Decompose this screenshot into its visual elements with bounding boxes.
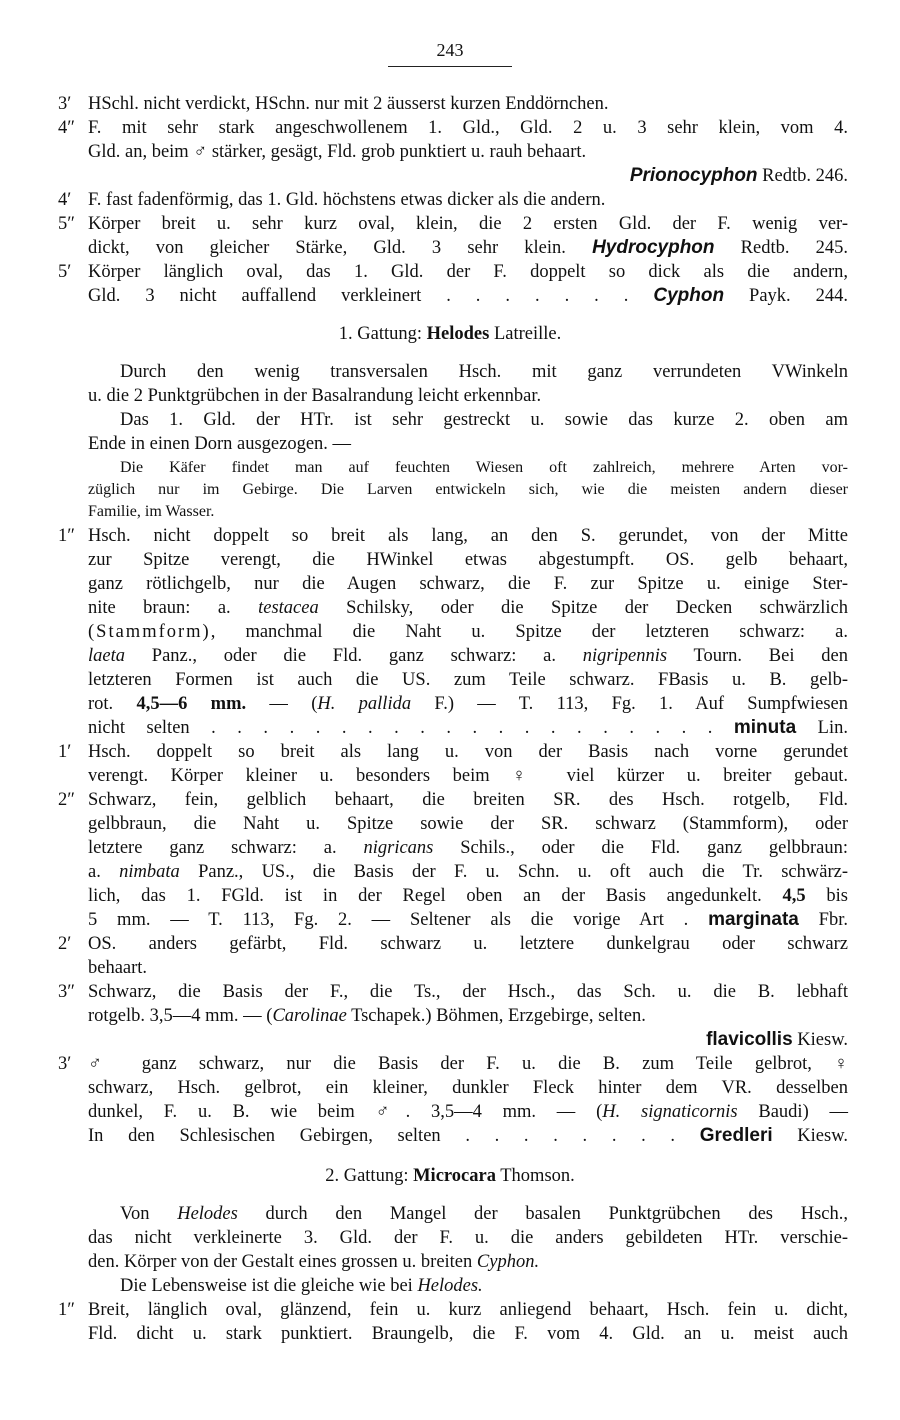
- text-run: Von: [120, 1204, 178, 1224]
- text-line: Hsch. nicht doppelt so breit als lang, an den S. gerundet, von der Mitte: [88, 526, 848, 546]
- text-run: nigripennis: [582, 646, 668, 666]
- text-line: [88, 1004, 848, 1028]
- text-line: [88, 1100, 848, 1124]
- text-run: lich, das 1. FGld. ist in der Regel oben an der Basis angedunkelt.: [88, 886, 783, 906]
- text-line: Körper breit u. sehr kurz oval, klein, die 2 ersten Gld. der F. wenig ver-: [88, 214, 848, 234]
- genus-name: Hydrocyphon: [592, 237, 715, 258]
- text-run: bis: [805, 886, 848, 906]
- text-run: nite braun: a.: [88, 598, 259, 618]
- text-run: letztere ganz schwarz: a.: [88, 838, 364, 858]
- text-run: rot.: [88, 694, 137, 714]
- text-run: Panz., oder die Fld. ganz schwarz: a.: [125, 646, 583, 666]
- couplet-number: 1″: [58, 526, 75, 546]
- text-run: rotgelb. 3,5—4 mm. — (: [88, 1006, 273, 1026]
- text-line: züglich nur im Gebirge. Die Larven entwickeln sich, wie die meisten andern dieser: [88, 481, 848, 498]
- text-line: [88, 1250, 848, 1274]
- text-run: dunkel, F. u. B. wie beim ♂. 3,5—4 mm. — (: [88, 1102, 603, 1122]
- text-line: Schwarz, die Basis der F., die Ts., der Hsch., das Sch. u. die B. lebhaft: [88, 982, 848, 1002]
- text-line: Gld. an, beim ♂ stärker, gesägt, Fld. grob punktiert u. rauh behaart.: [88, 142, 587, 162]
- text-line: behaart.: [88, 958, 148, 978]
- text-line: [88, 620, 848, 644]
- text-run: Panz., US., die Basis der F. u. Schn. u. oft auch die Tr. schwärz-: [179, 862, 848, 882]
- text-run: a.: [88, 862, 120, 882]
- couplet-number: 3′: [58, 1054, 72, 1074]
- text-run: Lin.: [796, 718, 848, 738]
- text-line: [88, 1124, 848, 1148]
- species-name: minuta: [733, 717, 797, 738]
- section-heading: [0, 1164, 900, 1188]
- page-number: 243: [436, 40, 464, 60]
- text-line: u. die 2 Punktgrübchen in der Basalrandung leicht erkennbar.: [88, 386, 542, 406]
- text-run: 2. Gattung:: [325, 1166, 414, 1186]
- text-run: Carolinae: [272, 1006, 347, 1026]
- couplet-number: 2″: [58, 790, 75, 810]
- couplet-number: 2′: [58, 934, 72, 954]
- text-run: , manchmal die Naht u. Spitze der letzteren schwarz: a.: [210, 622, 848, 642]
- couplet-number: 1″: [58, 1300, 75, 1320]
- couplet-number: 4′: [58, 190, 72, 210]
- text-run: F.) — T. 113, Fg. 1. Auf Sumpfwiesen: [411, 694, 848, 714]
- text-line: [88, 692, 848, 716]
- text-run: Helodes: [426, 324, 490, 344]
- text-line: [88, 596, 848, 620]
- text-run: Die Lebensweise ist die gleiche wie bei: [120, 1276, 418, 1296]
- text-run: Payk. 244.: [724, 286, 848, 306]
- text-line: [88, 716, 848, 740]
- couplet-number: 3′: [58, 94, 72, 114]
- text-line: HSchl. nicht verdickt, HSchn. nur mit 2 äusserst kurzen Enddörnchen.: [88, 94, 609, 114]
- text-run: Kiesw.: [772, 1126, 848, 1146]
- text-line: gelbbraun, die Naht u. Spitze sowie der SR. schwarz (Stammform), oder: [88, 814, 848, 834]
- text-line: OS. anders gefärbt, Fld. schwarz u. letztere dunkelgrau oder schwarz: [88, 934, 848, 954]
- text-run: Fbr.: [798, 910, 848, 930]
- text-line: Das 1. Gld. der HTr. ist sehr gestreckt u. sowie das kurze 2. oben am: [120, 410, 848, 430]
- text-run: Helodes.: [417, 1276, 483, 1296]
- species-name: flavicollis: [706, 1029, 793, 1050]
- species-name: marginata: [708, 909, 799, 930]
- couplet-number: 1′: [58, 742, 72, 762]
- text-run: durch den Mangel der basalen Punktgrübchen des Hsch.,: [237, 1204, 848, 1224]
- text-run: Helodes: [177, 1204, 238, 1224]
- text-run: Schilsky, oder die Spitze der Decken schwärzlich: [318, 598, 849, 618]
- text-run: Cyphon.: [476, 1252, 540, 1272]
- text-run: 5 mm. — T. 113, Fg. 2. — Seltener als die vorige Art .: [88, 910, 709, 930]
- text-run: Kiesw.: [792, 1030, 848, 1050]
- text-line: [120, 1202, 848, 1226]
- text-line: Hsch. doppelt so breit als lang u. von der Basis nach vorne gerundet: [88, 742, 848, 762]
- couplet-number: 3″: [58, 982, 75, 1002]
- text-run: Schils., oder die Fld. ganz gelbbraun:: [433, 838, 848, 858]
- genus-name: Prionocyphon: [629, 165, 758, 186]
- couplet-number: 5″: [58, 214, 75, 234]
- text-run: dickt, von gleicher Stärke, Gld. 3 sehr klein.: [88, 238, 593, 258]
- text-run: In den Schlesischen Gebirgen, selten . . . . . . . .: [88, 1126, 700, 1146]
- text-line: Körper länglich oval, das 1. Gld. der F. doppelt so dick als die andern,: [88, 262, 848, 282]
- text-run: testacea: [258, 598, 319, 618]
- text-line: [88, 860, 848, 884]
- text-line: ♂ ganz schwarz, nur die Basis der F. u. die B. zum Teile gelbrot, ♀: [88, 1054, 848, 1074]
- text-run: — (: [246, 694, 318, 714]
- text-run: Baudi) —: [737, 1102, 848, 1122]
- text-run: laeta: [88, 646, 125, 666]
- section-heading: [0, 322, 900, 346]
- text-line: schwarz, Hsch. gelbrot, ein kleiner, dunkler Fleck hinter dem VR. desselben: [88, 1078, 848, 1098]
- couplet-number: 5′: [58, 262, 72, 282]
- text-run: Tschapek.) Böhmen, Erzgebirge, selten.: [346, 1006, 646, 1026]
- text-run: Gld. 3 nicht auffallend verkleinert . . . . . . .: [88, 286, 654, 306]
- text-line: Ende in einen Dorn ausgezogen. —: [88, 434, 352, 454]
- text-run: nigricans: [363, 838, 434, 858]
- text-run: nicht selten . . . . . . . . . . . . . . . . . . . .: [88, 718, 734, 738]
- text-run: Redtb. 246.: [757, 166, 848, 186]
- text-line: Familie, im Wasser.: [88, 503, 215, 520]
- text-line: F. fast fadenförmig, das 1. Gld. höchstens etwas dicker als die andern.: [88, 190, 606, 210]
- text-run: (Stammform): [88, 622, 211, 642]
- text-run: H. pallida: [317, 694, 412, 714]
- text-run: Redtb. 245.: [714, 238, 848, 258]
- text-line: Breit, länglich oval, glänzend, fein u. kurz anliegend behaart, Hsch. fein u. dicht,: [88, 1300, 848, 1320]
- text-run: nimbata: [119, 862, 180, 882]
- text-run: 4,5: [782, 886, 806, 906]
- text-line: ganz rötlichgelb, nur die Augen schwarz, die F. zur Spitze u. einige Ster-: [88, 574, 848, 594]
- text-line: [88, 284, 848, 308]
- text-run: Latreille.: [489, 324, 562, 344]
- text-line: letzteren Formen ist auch die US. zum Teile schwarz. FBasis u. B. gelb-: [88, 670, 848, 690]
- text-line: [88, 836, 848, 860]
- text-run: 1. Gattung:: [338, 324, 427, 344]
- text-line: [88, 884, 848, 908]
- text-line: Die Käfer findet man auf feuchten Wiesen oft zahlreich, mehrere Arten vor-: [120, 459, 848, 476]
- text-line: [88, 908, 848, 932]
- species-name: Gredleri: [699, 1125, 773, 1146]
- text-line: [120, 1274, 848, 1298]
- text-line: Fld. dicht u. stark punktiert. Braungelb, die F. vom 4. Gld. an u. meist auch: [88, 1324, 848, 1344]
- text-line: verengt. Körper kleiner u. besonders beim ♀ viel kürzer u. breiter gebaut.: [88, 766, 848, 786]
- text-run: Microcara: [413, 1166, 496, 1186]
- text-run: Thomson.: [495, 1166, 575, 1186]
- header-rule: [388, 66, 512, 67]
- text-line: [88, 644, 848, 668]
- genus-name: Cyphon: [653, 285, 725, 306]
- couplet-number: 4″: [58, 118, 75, 138]
- text-run: Tourn. Bei den: [667, 646, 848, 666]
- text-line: zur Spitze verengt, die HWinkel etwas abgestumpft. OS. gelb behaart,: [88, 550, 848, 570]
- text-run: H. signaticornis: [602, 1102, 738, 1122]
- text-line: [88, 1028, 848, 1052]
- text-run: 4,5—6 mm.: [136, 694, 247, 714]
- text-line: [88, 236, 848, 260]
- text-line: Schwarz, fein, gelblich behaart, die breiten SR. des Hsch. rotgelb, Fld.: [88, 790, 848, 810]
- text-line: Durch den wenig transversalen Hsch. mit ganz verrundeten VWinkeln: [120, 362, 848, 382]
- text-run: den. Körper von der Gestalt eines grossen u. breiten: [88, 1252, 477, 1272]
- text-line: das nicht verkleinerte 3. Gld. der F. u. die anders gebildeten HTr. verschie-: [88, 1228, 848, 1248]
- text-line: [88, 164, 848, 188]
- text-line: F. mit sehr stark angeschwollenem 1. Gld., Gld. 2 u. 3 sehr klein, vom 4.: [88, 118, 848, 138]
